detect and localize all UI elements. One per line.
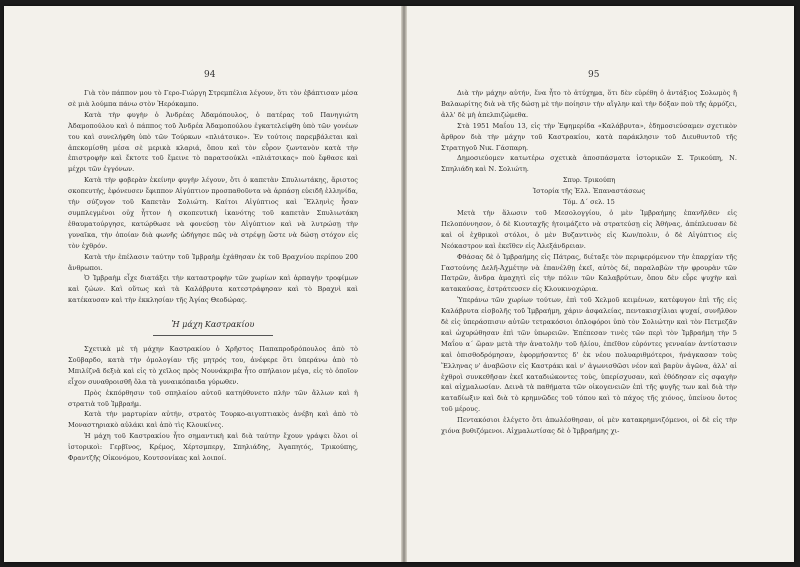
left-page: [4, 6, 404, 562]
paragraph: Δημοσιεύομεν κατωτέρω σχετικὰ ἀποσπάσματα ἱστορικῶν Σ. Τρικούπη, Ν. Σπηλιάδη καὶ Ν. Σολιώτη.: [441, 154, 737, 174]
page-number: 95: [588, 70, 600, 80]
paragraph: Στὰ 1951 Μαΐου 13, εἰς τὴν Ἐφημερίδα «Καλάβρυτα», ἐδημοσιεύσαμεν σχετικὸν ἄρθρον διὰ τὴν μάχην τοῦ Καστρακίου, κατὰ παράκλησιν τοῦ Διευθυντοῦ τῆς Στρατηγοῦ Νικ. Γάσπαρη.: [441, 121, 737, 152]
paragraph: Μετὰ τὴν ἅλωσιν τοῦ Μεσολογγίου, ὁ μὲν Ἰμβραήμης ἐπανῆλθεν εἰς Πελοπόννησον, ὁ δὲ Κιουταχῆς ἡτοιμάζετο νὰ στρατεύσῃ εἰς Ἀθήνας, ἀπέπλευσαν δὲ καὶ οἱ ἐχθρικοὶ στόλοι, ὁ μὲν Βυζαντινὸς εἰς Κων/πολιν, ὁ δὲ Αἰγύπτιος εἰς Νεόκαστρον καὶ ἐκεῖθεν εἰς Ἀλεξάνδρειαν.: [441, 208, 737, 250]
paragraph: Φθάσας δὲ ὁ Ἰμβραήμης εἰς Πάτρας, διέταξε τὸν περιφερόμενον τὴν ἐπαρχίαν τῆς Γαστούνης Δελῆ-Ἀχμέτην νὰ ἐπανέλθῃ ἐκεῖ, αὐτὸς δέ, παραλαβὼν τὴν φρουρὰν τῶν Πατρῶν, ἄνδρα ἀμαχητὶ εἰς τὴν πόλιν τῶν Καλαβρύτων, ὅπου δὲν εὗρε ψυχὴν καὶ κατακαύσας, ἐστράτευσεν εἰς Κλουκινοχώρια.: [441, 252, 737, 294]
page-number: 94: [204, 70, 216, 80]
paragraph: Πρὸς ἐκπόρθησιν τοῦ σπηλαίου αὐτοῦ κατηύθυνετο πλὴν τῶν ἄλλων καὶ ἡ στρατιὰ τοῦ Ἰμβραήμ.: [68, 388, 358, 408]
paragraph: Ὑπεράνω τῶν χωρίων τούτων, ἐπὶ τοῦ Χελμοῦ κειμένων, κατέφυγον ἐπὶ τῆς εἰς Καλάβρυτα εἰσβολῆς τοῦ Ἰμβραήμη, χάριν ἀσφαλείας, πεντακισχίλιαι ψυχαί, συνῆλθον δὲ εἰς ὑπεράσπισιν αὐτῶν τετρακόσιοι ὁπλοφόροι ὑπὸ τὸν Σολιώτην καὶ τὸν Πετμεζᾶν καὶ ὠχυρώθησαν ἐπὶ τῶν ὑπωρειῶν. Ἐπέπεσαν τινὲς τῶν περὶ τὸν Ἰμβραήμη τὴν 5 Μαΐου α΄ ὥραν μετὰ τὴν ἀνατολὴν τοῦ ἡλίου, ἐπεῖθον εὑρόντες γενναίαν ἀντίστασιν καὶ ὀπισθοδρόμησαν, ἐφορμήσαντες δ' ἐκ νέου πολυαριθμότεροι, ἠνάγκασαν τοὺς Ἕλληνας ν' ἀναβῶσιν εἰς Καστράκι καὶ ν' ἀγωνισθῶσι νέον καὶ βαρὺν ἀγῶνα, ἀλλ' αἱ ἐχθροὶ συνκεθῆσαν ἐκεῖ καταδιώκοντες τοὺς, ὑπερίσχυσαν, καὶ ἐθόδησαν εἰς σφαγὴν καὶ αἰχμαλωσίαν. Δεινὰ τὰ παθήματα τῶν οἰκογενειῶν ἐπὶ τῆς φυγῆς των καὶ διὰ τὴν καταδίωξιν καὶ διὰ τὸ κρημνῶδες τοῦ τόπου καὶ τὸ πάχος τῆς χιόνος, ὑπείνου ὄντος τοῦ μέρους.: [441, 296, 737, 414]
heading-underline: [153, 335, 273, 336]
paragraph: Κατὰ τὴν μαρτυρίαν αὐτήν, στρατὸς Τουρκο-αιγυπτιακὸς ἀνέβη καὶ ἀπὸ τὸ Μοναστηριακὸ αὐλάκι καὶ ἀπὸ τὶς Κλουκίνες.: [68, 410, 358, 430]
right-page: [405, 6, 794, 562]
paragraph: Κατὰ τὴν ἐπέλασιν ταύτην τοῦ Ἰμβραὴμ ἐχάθησαν ἐκ τοῦ Βραχνίου περίπου 200 ἄνθρωποι.: [68, 252, 358, 272]
source-title: Ἱστορία τῆς Ἑλλ. Ἐπαναστάσεως: [532, 187, 646, 196]
paragraph: Γιὰ τὸν πάππον μου τὸ Γερο-Γιώργη Στρεμπέλια λέγουν, ὅτι τὸν ἐβάπτισαν μέσα σὲ μιὰ λούμπα πάνω στὸν Ἠερόκαμπο.: [68, 89, 358, 108]
paragraph: Κατὰ τὴν φυγὴν ὁ Ἀνδρέας Ἀδαμόπουλος, ὁ πατέρας τοῦ Πανηγιώτη Ἀδαμοπούλου καὶ ὁ πάππος τοῦ Ἀνδρέα Ἀδαμοπούλου ἐγκατελείφθη ὑπὸ τῶν γονέων του καὶ συνελήφθη ὑπὸ τῶν Τούρκων «πλιάτσικο». Ἐν τούτοις παρεμβάλεται καὶ ἀπεκομίσθη μέσα σὲ μερικὰ κλαριά, ὅπου καὶ τὸν εὗρον ζωντανὸν κατὰ τὴν ἐπιστροφὴν καὶ ἔκτοτε τοῦ ἔμεινε τὸ παρατσούκλι «πλιάτσικας» ποὺ ἔφθασε καὶ μέχρι τῶν ἐγγόνων.: [68, 110, 358, 174]
paragraph: Ὁ Ἰμβραὴμ εἶχε διατάξει τὴν καταστροφὴν τῶν χωρίων καὶ ἁρπαγὴν τροφίμων καὶ ζώων. Καὶ οὕτως καὶ τὰ Καλάβρυτα κατεστράφησαν καὶ τὸ Βραχνὶ καὶ κατέκαυσαν καὶ τὴν ἐκκλησίαν τῆς Ἁγίας Θεοδώρας.: [68, 274, 358, 305]
author-line: Σπυρ. Τρικούπη: [562, 176, 616, 185]
right-page-text: [441, 68, 737, 437]
paragraph: Κατὰ τὴν φοβερὰν ἐκείνην φυγὴν λέγουν, ὅτι ὁ καπετὰν Σπυλιωτάκης, ἄριστος σκοπευτής, ἐφόνευσεν ἔφιππον Αἰγύπτιον προσπαθοῦντα νὰ ἁρπάσῃ εὐειδῆ ἑλληνίδα, τὴν σύζυγον τοῦ Καπετὰν Σολιώτη. Καίτοι Αἰγύπτιος καὶ Ἕλληνὶς ἦσαν συμπλεγμένοι οὐχ ἧττον ἡ σκοπευτικὴ ἱκανότης τοῦ καπετὰν Σπυλιωτάκη ἐθαυματούργησε, κατώρθωσε νὰ φονεύσῃ τὸν Αἰγύπτιον καὶ νὰ λυτρώσῃ τὴν γυναῖκα, τὴν ὁποίαν διὰ φωνῆς ὡδήγησε πῶς νὰ στρέψῃ ὥστε νὰ δώσῃ στόχον εἰς τὸν ἐχθρόν.: [68, 176, 358, 250]
left-page-text: [68, 68, 358, 464]
paragraph: Σχετικὰ μὲ τὴ μάχην Καστρακίου ὁ Χρῆστος Παπαπροδρόπουλος ἀπὸ τὸ Σοῦβαρδο, κατὰ τὴν ὁμολογίαν τῆς μητρός του, ἀνέφερε ὅτι ὑπεράνω ἀπὸ τὸ Μπιλίζνᾶ δεξιὰ καὶ εἰς τὸ χεῖλος πρὸς Νουνάκριβα ἦτο σπήλαιον μέγα, εἰς τὸ ὁποῖον εἶχον συναθροισθῆ ὅλα τὰ γυναικόπαιδα γύρωθεν.: [68, 345, 358, 386]
book-spread: [4, 6, 794, 562]
section-heading: Ἡ μάχη Καστρακίου: [171, 320, 255, 330]
paragraph: Ἡ μάχη τοῦ Καστρακίου ἦτο σημαντικὴ καὶ διὰ ταύτην ἔχουν γράψει ὅλοι οἱ ἱστορικοὶ: Γερβῖνος, Κρέμος, Χέρτσμπεργ, Σπηλιάδης, Ἀγαπητός, Τρικούπης, Φραντζῆς Οἰκονόμου, Κουτσονίκας καὶ λοιποί.: [68, 432, 358, 463]
paragraph: Διὰ τὴν μάχην αὐτήν, ἕνα ἦτο τὸ ἀτύχημα, ὅτι δὲν εὑρέθη ὁ ἀντάξιος Σολωμὸς ἢ Βαλαωρίτης διὰ νὰ τῆς δώσῃ μὲ τὴν ποίησιν τὴν αἴγλην καὶ τὴν δόξαν ποὺ τῆς ἁρμόζει, ἀλλ' δὲ μὴ ἀπελπιζώμεθα.: [441, 89, 737, 119]
source-volume: Τόμ. Δ΄ σελ. 15: [563, 198, 615, 207]
paragraph: Πεντακόσιοι ἐλέγετο ὅτι ἀπωλέσθησαν, οἱ μὲν κατακρημνιζόμενοι, οἱ δὲ εἰς τὴν χιόνα βυθιζόμενοι. Αἰχμαλωτίσας δὲ ὁ Ἰμβραήμης χι-: [441, 416, 737, 436]
